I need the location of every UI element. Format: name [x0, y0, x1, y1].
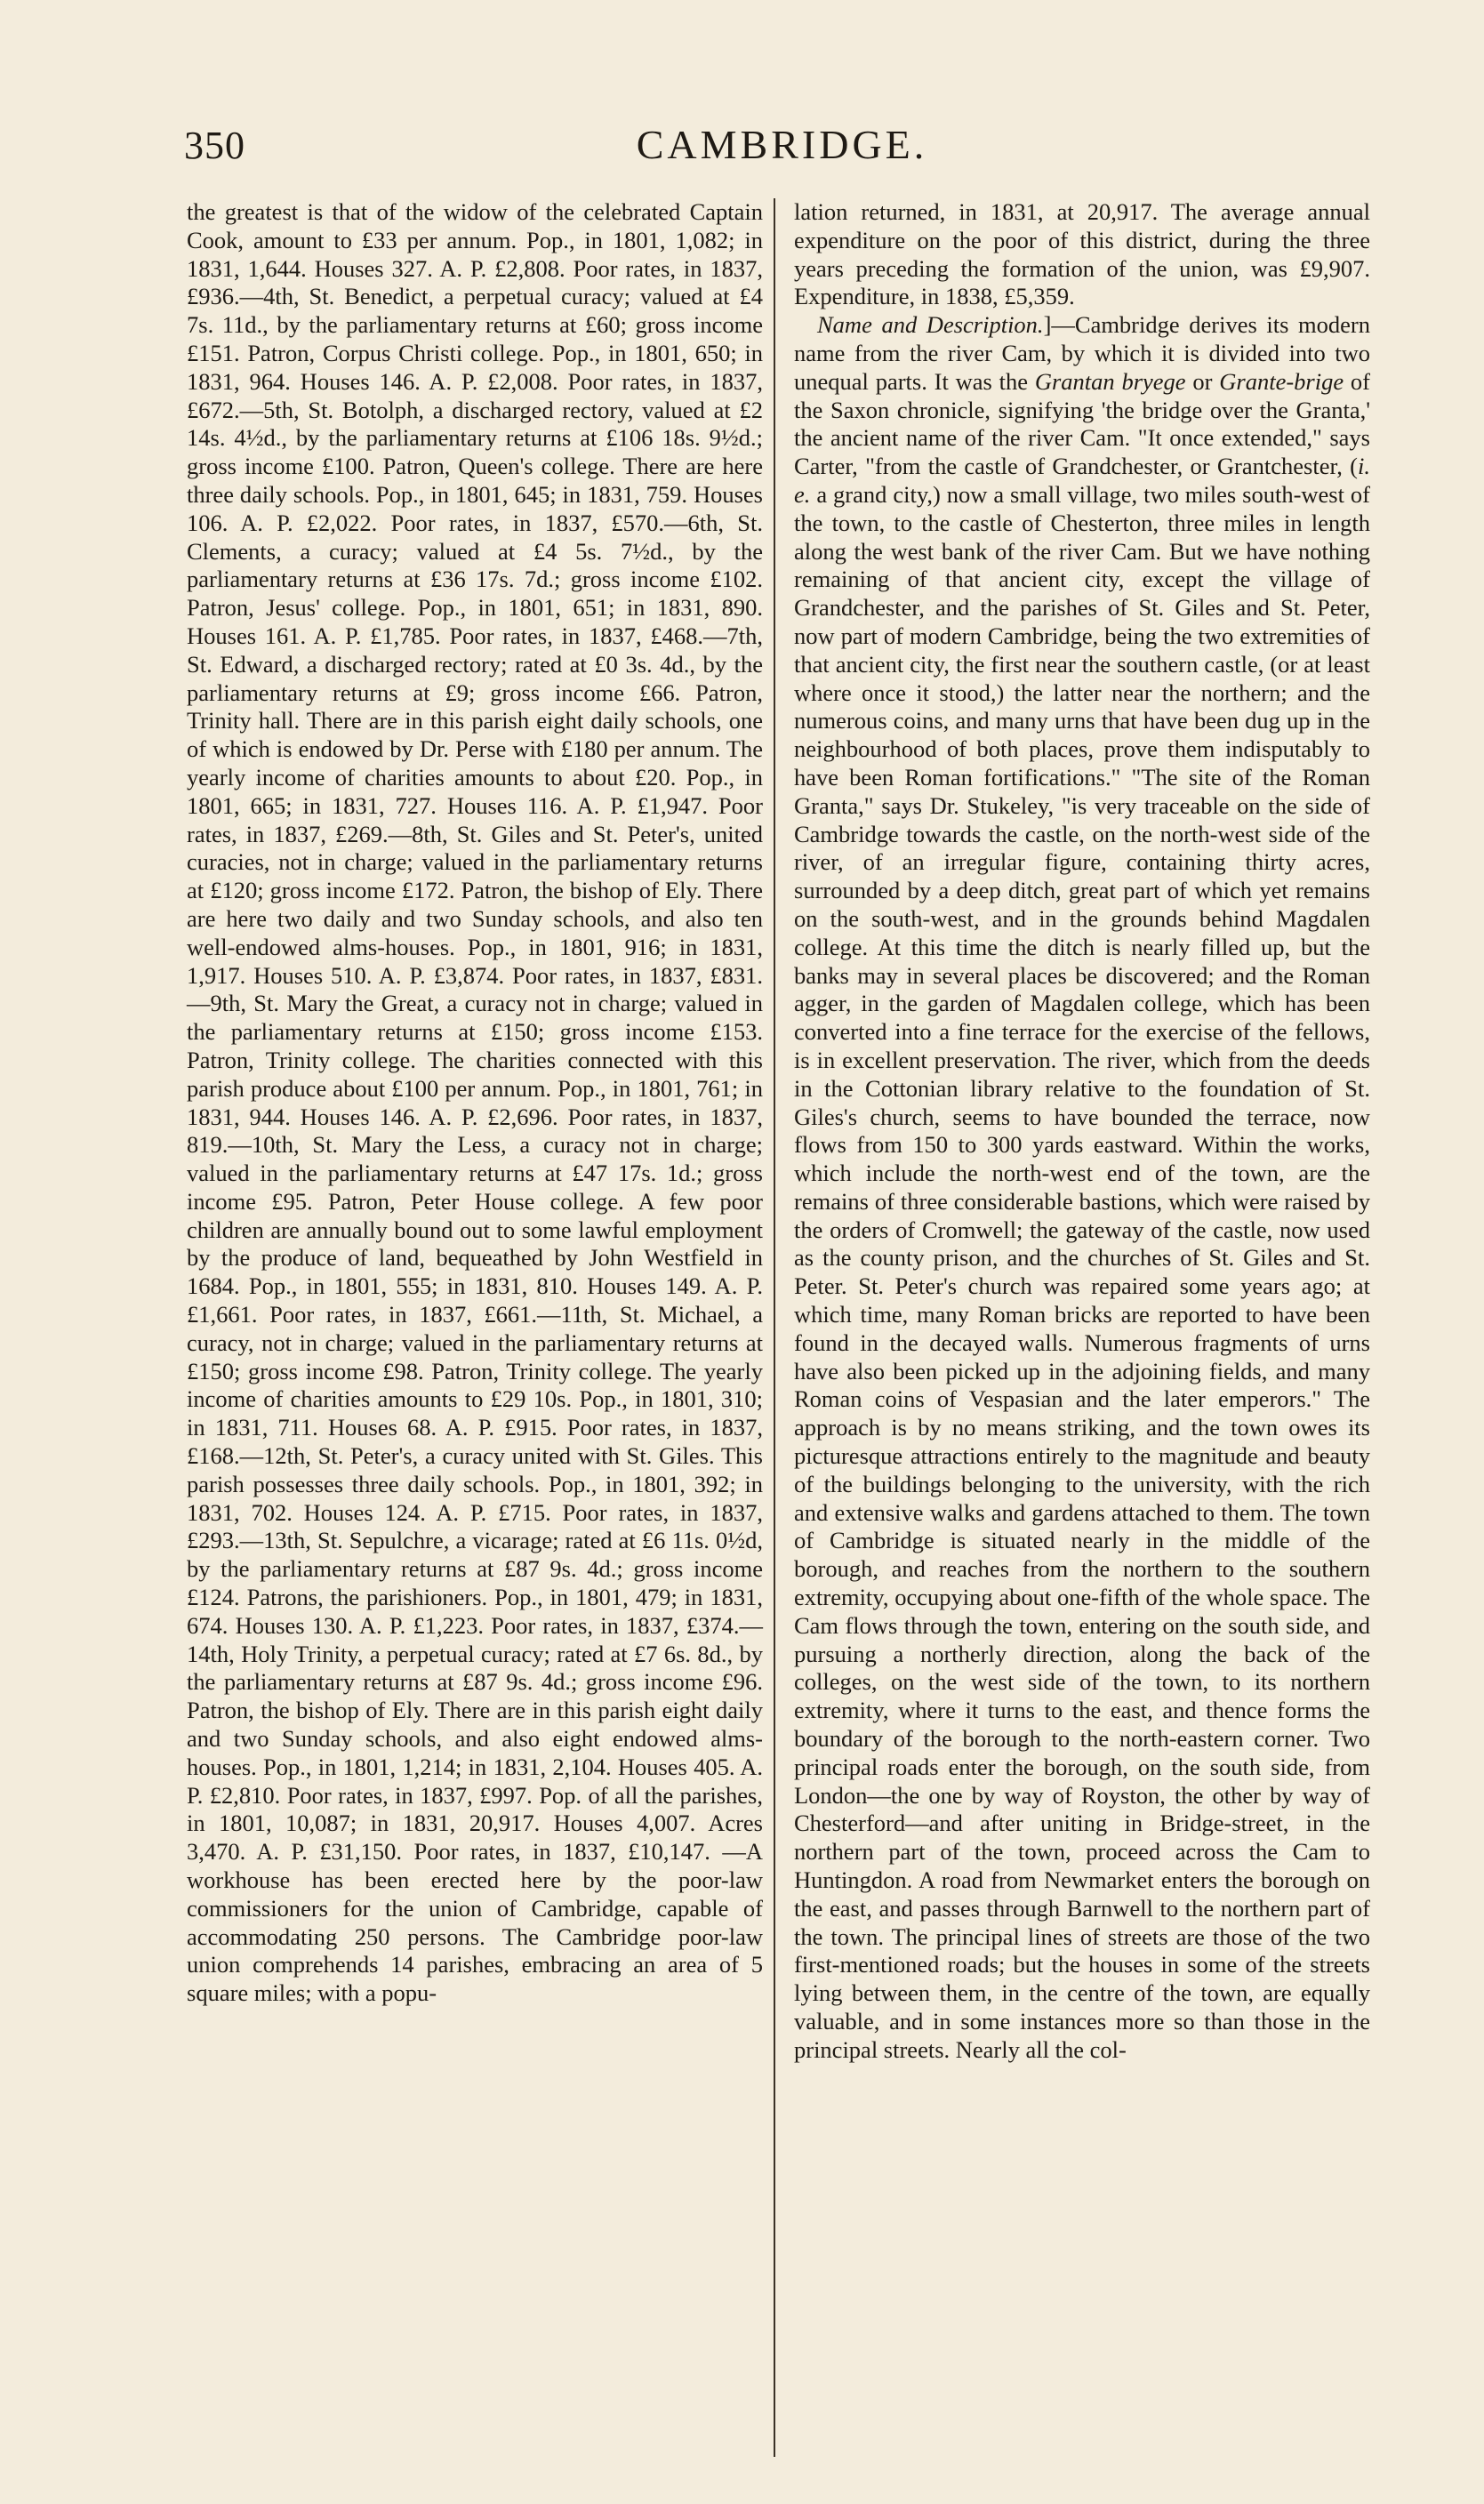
running-title: CAMBRIDGE. — [636, 122, 928, 167]
column-divider — [774, 198, 775, 2457]
term-grantan-bryege: Grantan bryege — [1034, 367, 1186, 395]
description-paragraph — [794, 311, 1370, 2064]
page-number: 350 — [184, 124, 245, 167]
term-grante-brige: Grante-brige — [1219, 367, 1344, 395]
section-heading: Name and Description. — [817, 311, 1044, 339]
right-column-intro: lation returned, in 1831, at 20,917. The average annual expenditure on the poor of this district, during the three years preceding the formation of the union, was £9,907. Expenditure, in 1838, £5,359. — [794, 198, 1370, 310]
term-ie: i. e. — [794, 453, 1370, 508]
right-column — [794, 198, 1370, 2065]
left-column-text: the greatest is that of the widow of the celebrated Captain Cook, amount to £33 per annum. Pop., in 1801, 1,082; in 1831, 1,644. Houses 327. A. P. £2,808. Poor rates, in 1837, £936.—4th, St. Benedict, a perpetual curacy; valued at £4 7s. 11d., by the parliamentary returns at £60; gross income £151. Patron, Corpus Christi college. Pop., in 1801, 650; in 1831, 964. Houses 146. A. P. £2,008. Poor rates, in 1837, £672.—5th, St. Botolph, a discharged rectory, valued at £2 14s. 4½d., by the parliamentary returns at £106 18s. 9½d.; gross income £100. Patron, Queen's college. There are here three daily schools. Pop., in 1801, 645; in 1831, 759. Houses 106. A. P. £2,022. Poor rates, in 1837, £570.—6th, St. Clements, a curacy; valued at £4 5s. 7½d., by the parliamentary returns at £36 17s. 7d.; gross income £102. Patron, Jesus' college. Pop., in 1801, 651; in 1831, 890. Houses 161. A. P. £1,785. Poor rates, in 1837, £468.—7th, St. Edward, a discharged rectory; rated at £0 3s. 4d., by the parliamentary returns at £9; gross income £66. Patron, Trinity hall. There are in this parish eight daily schools, one of which is endowed by Dr. Perse with £180 per annum. The yearly income of charities amounts to about £20. Pop., in 1801, 665; in 1831, 727. Houses 116. A. P. £1,947. Poor rates, in 1837, £269.—8th, St. Giles and St. Peter's, united curacies, not in charge; valued in the parliamentary returns at £120; gross income £172. Patron, the bishop of Ely. There are here two daily and two Sunday schools, and also ten well-endowed alms-houses. Pop., in 1801, 916; in 1831, 1,917. Houses 510. A. P. £3,874. Poor rates, in 1837, £831.—9th, St. Mary the Great, a curacy not in charge; valued in the parliamentary returns at £150; gross income £153. Patron, Trinity college. The charities connected with this parish produce about £100 per annum. Pop., in 1801, 761; in 1831, 944. Houses 146. A. P. £2,696. Poor rates, in 1837, 819.—10th, St. Mary the Less, a curacy not in charge; valued in the parliamentary returns at £47 17s. 1d.; gross income £95. Patron, Peter House college. A few poor children are annually bound out to some lawful employment by the produce of land, bequeathed by John Westfield in 1684. Pop., in 1801, 555; in 1831, 810. Houses 149. A. P. £1,661. Poor rates, in 1837, £661.—11th, St. Michael, a curacy, not in charge; valued in the parliamentary returns at £150; gross income £98. Patron, Trinity college. The yearly income of charities amounts to £29 10s. Pop., in 1801, 310; in 1831, 711. Houses 68. A. P. £915. Poor rates, in 1837, £168.—12th, St. Peter's, a curacy united with St. Giles. This parish possesses three daily schools. Pop., in 1801, 392; in 1831, 702. Houses 124. A. P. £715. Poor rates, in 1837, £293.—13th, St. Sepulchre, a vicarage; rated at £6 11s. 0½d, by the parliamentary returns at £87 9s. 4d.; gross income £124. Patrons, the parishioners. Pop., in 1801, 479; in 1831, 674. Houses 130. A. P. £1,223. Poor rates, in 1837, £374.—14th, Holy Trinity, a perpetual curacy; rated at £7 6s. 8d., by the parliamentary returns at £87 9s. 4d.; gross income £96. Patron, the bishop of Ely. There are in this parish eight daily and two Sunday schools, and also eight endowed alms-houses. Pop., in 1801, 1,214; in 1831, 2,104. Houses 405. A. P. £2,810. Poor rates, in 1837, £997. Pop. of all the parishes, in 1801, 10,087; in 1831, 20,917. Houses 4,007. Acres 3,470. A. P. £31,150. Poor rates, in 1837, £10,147. —A workhouse has been erected here by the poor-law commissioners for the union of Cambridge, capable of accommodating 250 persons. The Cambridge poor-law union comprehends 14 parishes, embracing an area of 5 square miles; with a popu- — [187, 198, 763, 2007]
word-or: or — [1185, 367, 1220, 395]
description-text-3: a grand city,) now a small village, two miles south-west of the town, to the castle of Chesterton, three miles in length along the west bank of the river Cam. But we have nothing remaining of that ancient city, except the village of Grandchester, and the parishes of St. Giles and St. Peter, now part of modern Cambridge, being the two extremities of that ancient city, the first near the southern castle, (or at least where once it stood,) the latter near the northern; and the numerous coins, and many urns that have been dug up in the neighbourhood of both places, prove them indisputably to have been Roman fortifications." "The site of the Roman Granta," says Dr. Stukeley, "is very traceable on the side of Cambridge towards the castle, on the north-west side of the river, of an irregular figure, containing thirty acres, surrounded by a deep ditch, great part of which yet remains on the south-west, and in the grounds behind Magdalen college. At this time the ditch is nearly filled up, but the banks may in several places be discovered; and the Roman agger, in the garden of Magdalen college, which has been converted into a fine terrace for the exercise of the fellows, is in excellent preservation. The river, which from the deeds in the Cottonian library relative to the foundation of St. Giles's church, seems to have bounded the terrace, now flows from 150 to 300 yards eastward. Within the works, which include the north-west end of the town, are the remains of three considerable bastions, which were raised by the orders of Cromwell; the gateway of the castle, now used as the county prison, and the churches of St. Giles and St. Peter. St. Peter's church was repaired some years ago; at which time, many Roman bricks are reported to have been found in the decayed walls. Numerous fragments of urns have also been picked up in the adjoining fields, and many Roman coins of Vespasian and the later emperors." The approach is by no means striking, and the town owes its picturesque attractions entirely to the magnitude and beauty of the buildings belonging to the university, with the rich and extensive walks and gardens attached to them. The town of Cambridge is situated nearly in the middle of the borough, and reaches from the northern to the southern extremity, occupying about one-fifth of the whole space. The Cam flows through the town, entering on the south side, and pursuing a northerly direction, along the back of the colleges, on the west side of the town, to its northern extremity, where it turns to the east, and thence forms the boundary of the borough to the north-eastern corner. Two principal roads enter the borough, on the south side, from London—the one by way of Royston, the other by way of Chesterford—and after uniting in Bridge-street, in the northern part of the town, proceed across the Cam to Huntingdon. A road from Newmarket enters the borough on the east, and passes through Barnwell to the northern part of the town. The principal lines of streets are those of the two first-mentioned roads; but the houses in some of the streets lying between them, in the centre of the town, are equally valuable, and in some instances more so than those in the principal streets. Nearly all the col- — [794, 480, 1370, 2063]
description-text-1: ]—Cambridge derives its modern name from the river Cam, by which it is divided into two unequal parts. It was the — [794, 311, 1370, 395]
description-text-2: of the Saxon chronicle, signifying 'the bridge over the Granta,' the ancient name of the river Cam. "It once extended," says Carter, "from the castle of Grandchester, or Grantchester, ( — [794, 367, 1370, 480]
left-column — [187, 198, 763, 2008]
